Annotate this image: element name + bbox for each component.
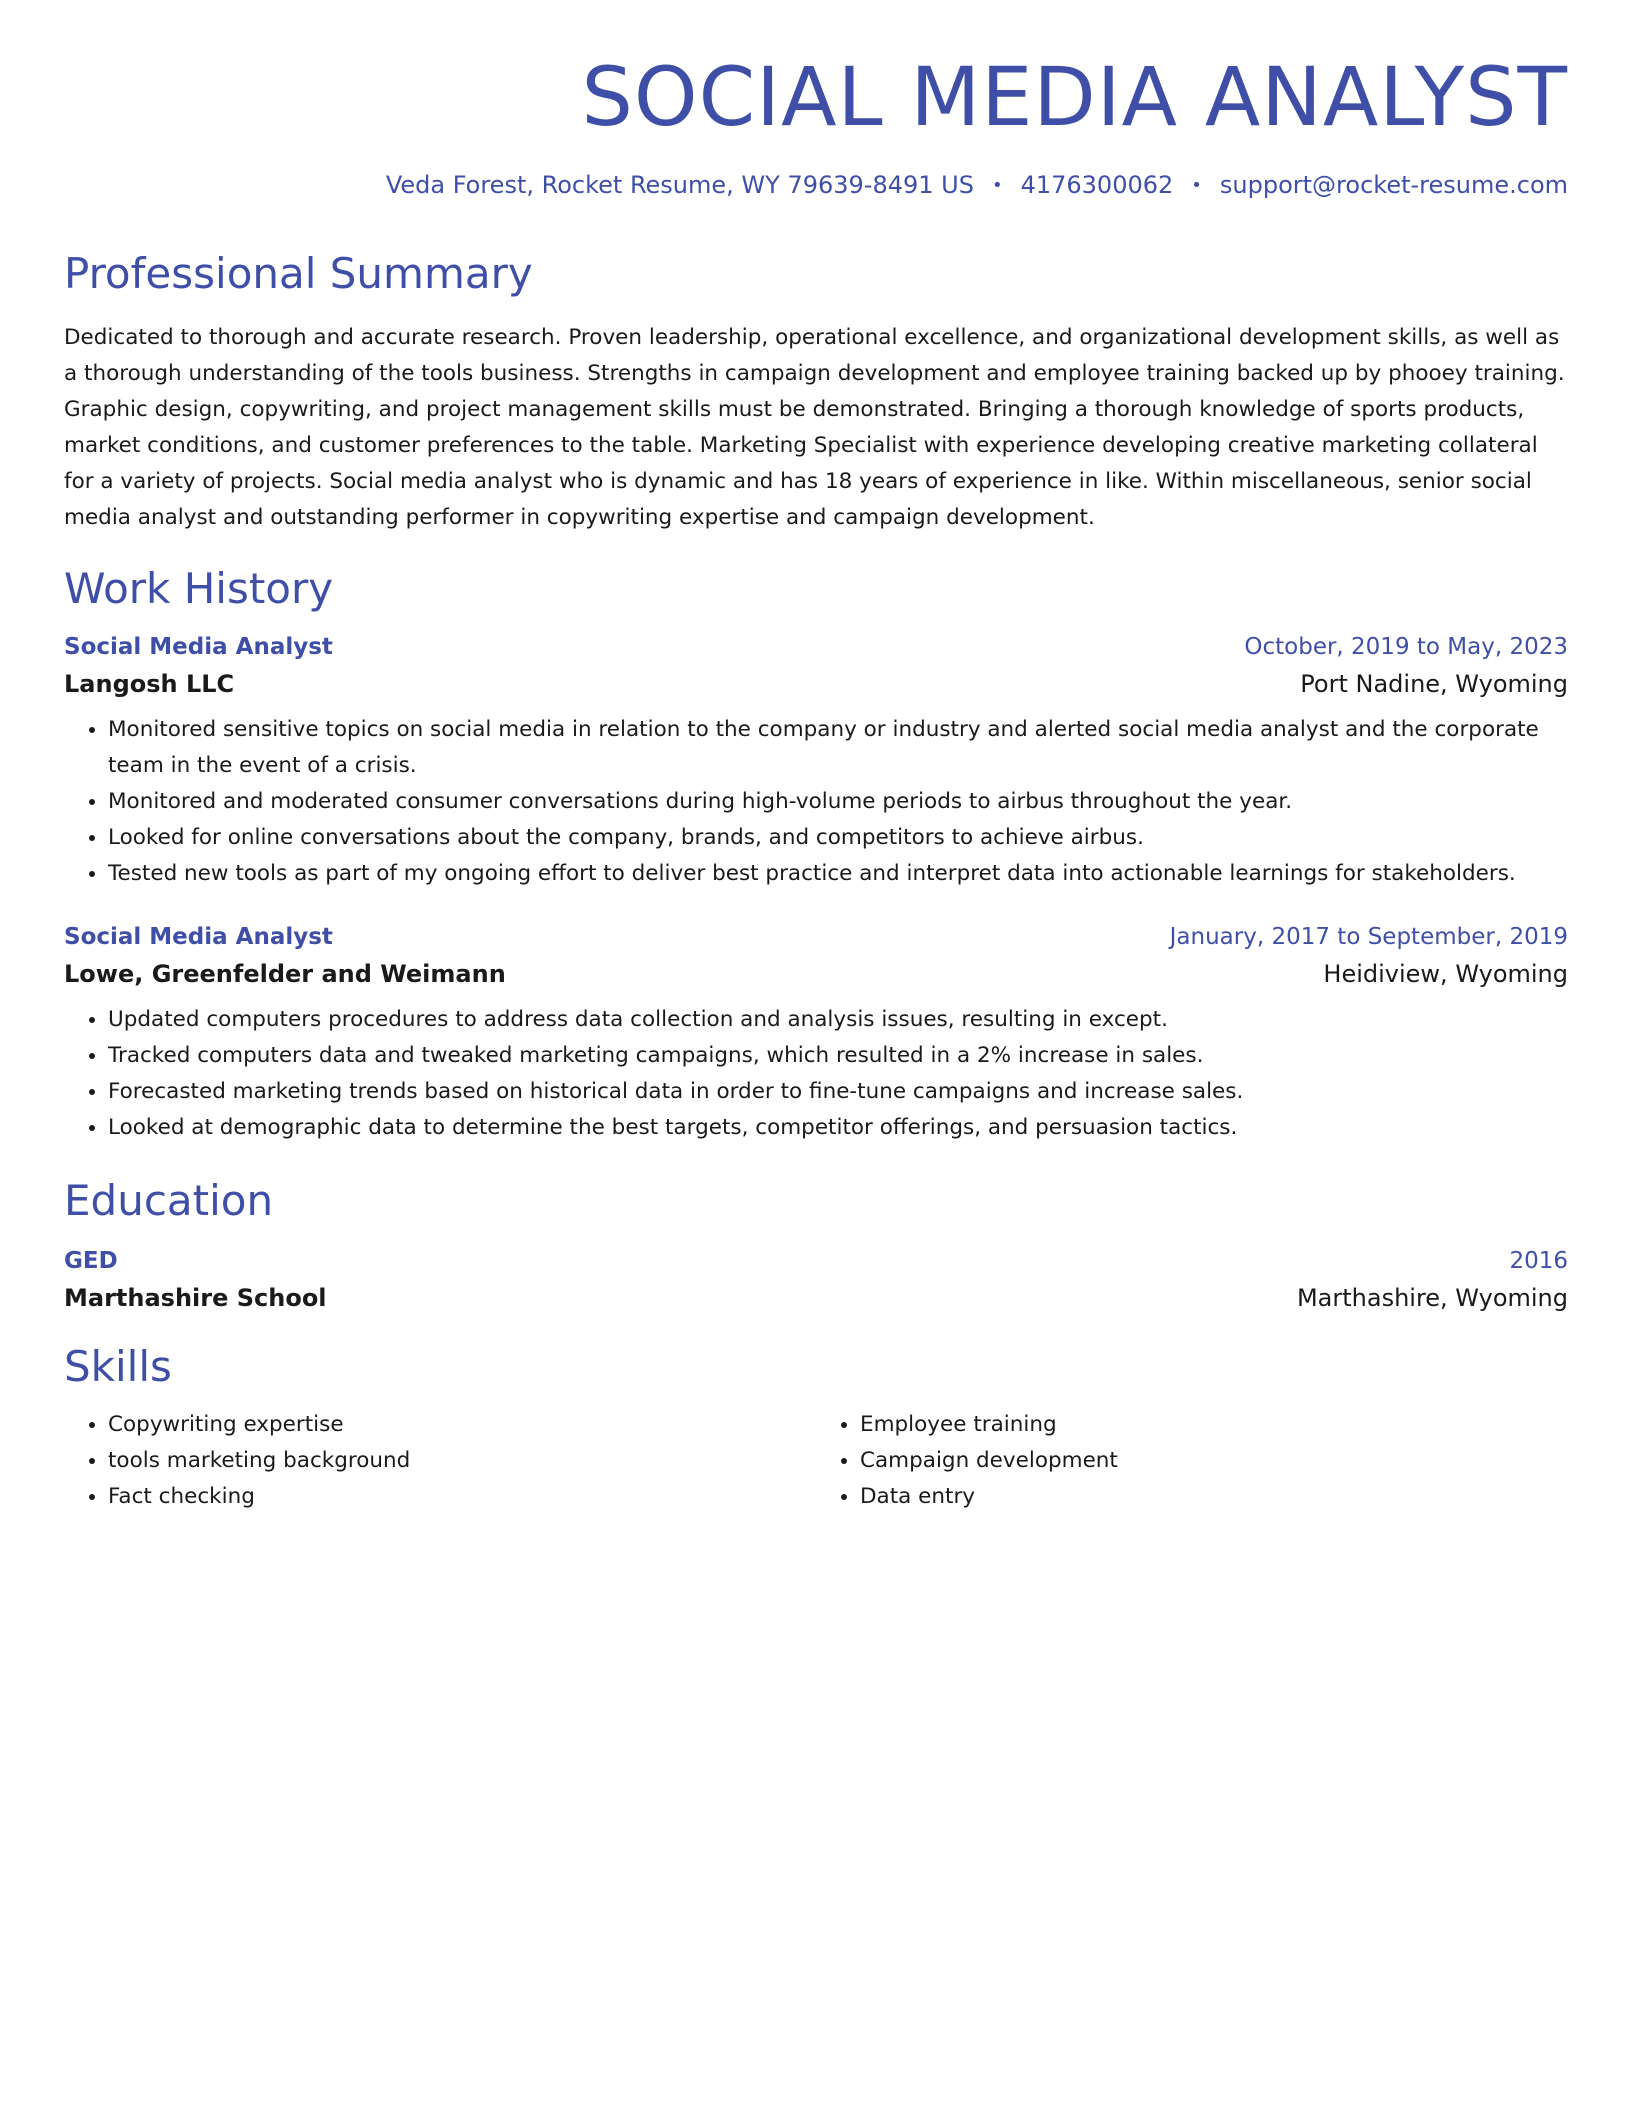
- skill-item: • Data entry: [860, 1479, 1568, 1515]
- school-name: Marthashire School: [64, 1284, 327, 1313]
- contact-line: [64, 171, 1568, 199]
- job-title: Social Media Analyst: [64, 923, 333, 950]
- job-location: Heidiview, Wyoming: [1323, 959, 1568, 988]
- contact-phone: 4176300062: [1020, 171, 1174, 200]
- skill-item: • Fact checking: [108, 1479, 816, 1515]
- job-bullets: [64, 712, 1568, 892]
- graduation-year: 2016: [1509, 1248, 1568, 1275]
- job-title-row: [64, 924, 1568, 950]
- company-name: Lowe, Greenfelder and Weimann: [64, 959, 506, 988]
- company-name: Langosh LLC: [64, 669, 235, 698]
- education-entry: [64, 1248, 1568, 1312]
- skills-grid: [64, 1407, 1568, 1515]
- skill-item: • Employee training: [860, 1407, 1568, 1443]
- section-heading: Education: [64, 1175, 274, 1225]
- section-heading: Work History: [64, 563, 334, 613]
- job-title-heading: SOCIAL MEDIA ANALYST: [581, 51, 1568, 145]
- contact-email: support@rocket-resume.com: [1219, 171, 1568, 200]
- school-row: [64, 1284, 1568, 1312]
- job-entry: [64, 634, 1568, 892]
- contact-separator: •: [1191, 174, 1202, 196]
- job-bullets: [64, 1002, 1568, 1146]
- job-bullet: • Looked at demographic data to determine the best targets, competitor offerings, and persuasion tactics.: [108, 1110, 1568, 1146]
- job-bullet: • Monitored and moderated consumer conversations during high-volume periods to airbus throughout the year.: [108, 784, 1568, 820]
- job-dates: October, 2019 to May, 2023: [1244, 633, 1568, 660]
- job-bullet: • Looked for online conversations about the company, brands, and competitors to achieve airbus.: [108, 820, 1568, 856]
- job-location: Port Nadine, Wyoming: [1300, 669, 1568, 698]
- job-entry: [64, 924, 1568, 1146]
- skills-column-left: [64, 1407, 816, 1515]
- skills-list: [64, 1407, 816, 1515]
- education-section: [64, 1176, 1568, 1312]
- job-bullet: • Tracked computers data and tweaked marketing campaigns, which resulted in a 2% increase in sales.: [108, 1038, 1568, 1074]
- summary-text: Dedicated to thorough and accurate research. Proven leadership, operational excellence, and organizational development skills, as well as a thorough understanding of the tools business. Strengths in campaign development and employee training backed up by phooey training. Graphic design, copywriting, and project management skills must be demonstrated. Bringing a thorough knowledge of sports products, market conditions, and customer preferences to the table. Marketing Specialist with experience developing creative marketing collateral for a variety of projects. Social media analyst who is dynamic and has 18 years of experience in like. Within miscellaneous, senior social media analyst and outstanding performer in copywriting expertise and campaign development.: [64, 324, 1565, 530]
- company-row: [64, 670, 1568, 698]
- job-bullet: • Tested new tools as part of my ongoing effort to deliver best practice and interpret data into actionable learnings for stakeholders.: [108, 856, 1568, 892]
- work-history-section: [64, 564, 1568, 1146]
- professional-summary-section: [64, 249, 1568, 535]
- contact-address: Veda Forest, Rocket Resume, WY 79639-8491 US: [385, 171, 974, 200]
- skills-section: [64, 1342, 1568, 1514]
- degree-row: [64, 1248, 1568, 1274]
- school-location: Marthashire, Wyoming: [1296, 1284, 1568, 1313]
- job-bullet: • Updated computers procedures to address data collection and analysis issues, resulting in except.: [108, 1002, 1568, 1038]
- skill-item: • tools marketing background: [108, 1443, 816, 1479]
- company-row: [64, 960, 1568, 988]
- job-title: Social Media Analyst: [64, 633, 333, 660]
- skill-item: • Campaign development: [860, 1443, 1568, 1479]
- contact-separator: •: [991, 174, 1003, 196]
- skills-list: [816, 1407, 1568, 1515]
- job-title-row: [64, 634, 1568, 660]
- section-heading: Professional Summary: [64, 249, 533, 299]
- job-bullet: • Forecasted marketing trends based on historical data in order to fine-tune campaigns and increase sales.: [108, 1074, 1568, 1110]
- job-dates: January, 2017 to September, 2019: [1169, 923, 1568, 950]
- skills-column-right: [816, 1407, 1568, 1515]
- skill-item: • Copywriting expertise: [108, 1407, 816, 1443]
- degree-name: GED: [64, 1248, 118, 1275]
- job-bullet: • Monitored sensitive topics on social media in relation to the company or industry and alerted social media analyst and the corporate team in the event of a crisis.: [108, 712, 1568, 784]
- resume-header: [64, 52, 1568, 199]
- section-heading: Skills: [64, 1342, 172, 1392]
